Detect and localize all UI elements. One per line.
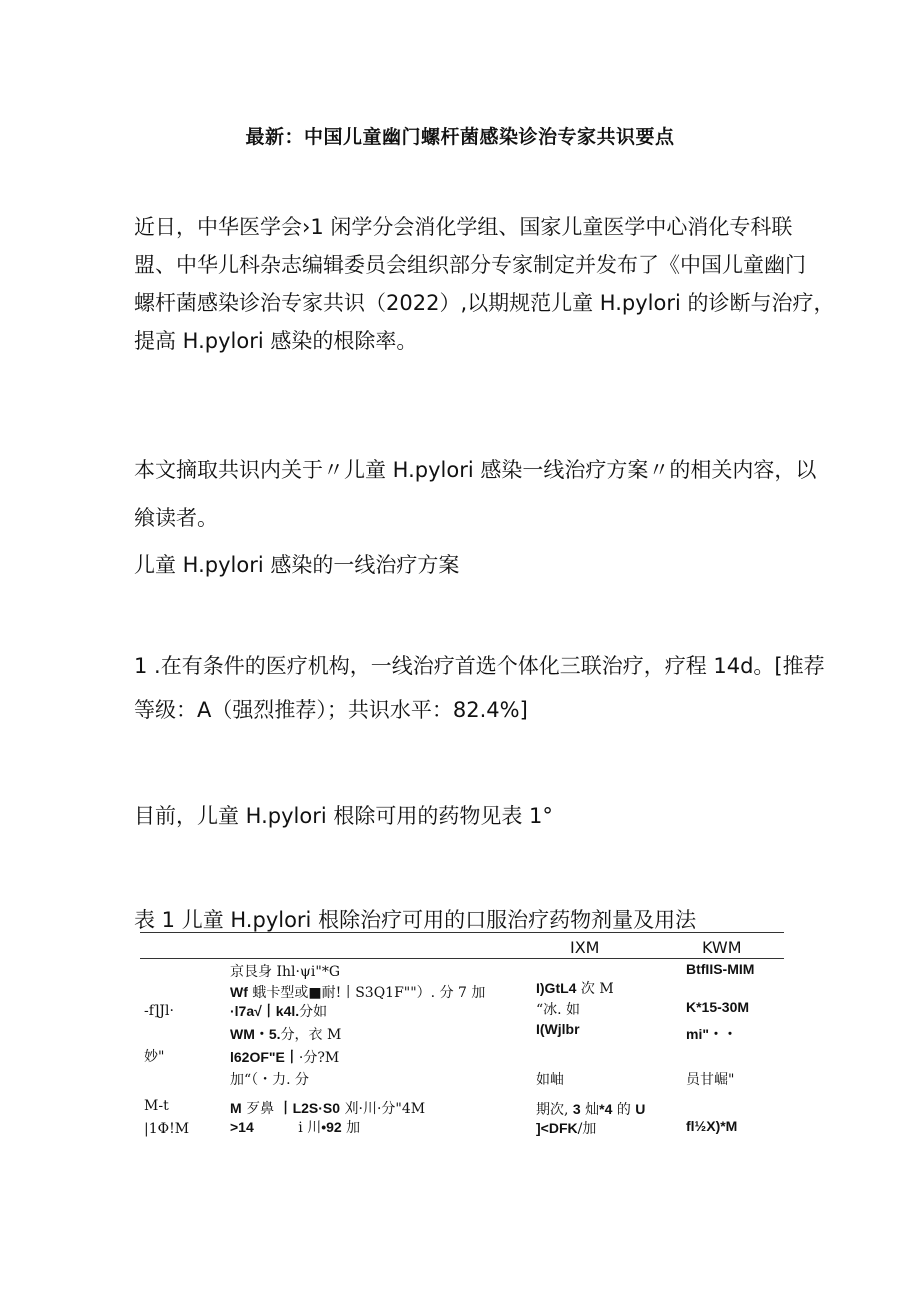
table-cell: ·l7a√丨k4l.分如 (230, 1003, 328, 1020)
document-title: 最新：中国儿童幽门螺杆菌感染诊治专家共识要点 (245, 126, 675, 148)
table-header-rule (140, 958, 784, 959)
table-cell: BtfIIS-MIM (686, 961, 755, 977)
intro-line: 盟、中华儿科杂志编辑委员会组织部分专家制定并发布了《中国儿童幽门 (134, 253, 806, 277)
table-cell: I(Wjlbr (536, 1021, 580, 1037)
section-heading: 儿童 H.pylori 感染的一线治疗方案 (134, 553, 460, 577)
intro-line: 近日，中华医学会›1 闲学分会消化学组、国家儿童医学中心消化专科联 (134, 215, 793, 239)
table-cell: 妙" (144, 1049, 165, 1065)
table-cell: “冰. 如 (536, 1002, 581, 1018)
intro-paragraph (134, 208, 835, 360)
table-header-cell: KWM (702, 938, 742, 957)
table-intro: 目前，儿童 H.pylori 根除可用的药物见表 1° (134, 804, 553, 828)
table-caption: 表 1 儿童 H.pylori 根除治疗可用的口服治疗药物剂量及用法 (134, 908, 697, 932)
table-cell: 加“（・力. 分 (230, 1072, 310, 1088)
table-cell: M-t (144, 1098, 169, 1114)
excerpt-paragraph (134, 446, 817, 542)
intro-line: 螺杆菌感染诊治专家共识（2022）,以期规范儿童 H.pylori 的诊断与治疗， (134, 291, 835, 315)
recommendation-paragraph (134, 644, 825, 732)
table-header-cell: IXM (570, 938, 600, 957)
recommendation-line: 1 .在有条件的医疗机构，一线治疗首选个体化三联治疗，疗程 14d。[推荐 (134, 654, 825, 678)
table-cell: M 歹鼻 丨L2S·S0 刈·川·分"4M (230, 1100, 426, 1117)
table-cell: 期次, 3 灿*4 的 U (536, 1101, 646, 1118)
table-cell: I)GtL4 次 M (536, 980, 614, 997)
table-cell: >14 i 川•92 加 (230, 1119, 361, 1136)
table-cell: K*15-30M (686, 999, 750, 1015)
table-cell: 如岫 (536, 1072, 564, 1088)
table-cell: ]<DFK/加 (536, 1120, 597, 1137)
table-cell: Wf 蛾卡型或■耐!丨S3Q1F""）. 分 7 加 (230, 984, 486, 1001)
table-cell: 员甘崛" (686, 1072, 735, 1088)
table-top-rule (140, 932, 784, 933)
table-cell: WM・5.分，衣 M (230, 1026, 342, 1043)
recommendation-line: 等级：A（强烈推荐）；共识水平：82.4%] (134, 698, 528, 722)
table-cell: l62OF"E丨·分?M (230, 1049, 340, 1066)
table-cell: fl½X)*M (686, 1118, 738, 1134)
table-cell: |1Φ!M (144, 1121, 190, 1137)
table-cell: 京艮身 Ihl·ψi"*G (230, 964, 341, 980)
excerpt-line: 飨读者。 (134, 506, 218, 530)
intro-line: 提高 H.pylori 感染的根除率。 (134, 329, 418, 353)
table-cell: -f]Jl· (144, 1003, 174, 1019)
table-cell: mi"・・ (686, 1026, 737, 1042)
excerpt-line: 本文摘取共识内关于〃儿童 H.pylori 感染一线治疗方案〃的相关内容，以 (134, 458, 817, 482)
